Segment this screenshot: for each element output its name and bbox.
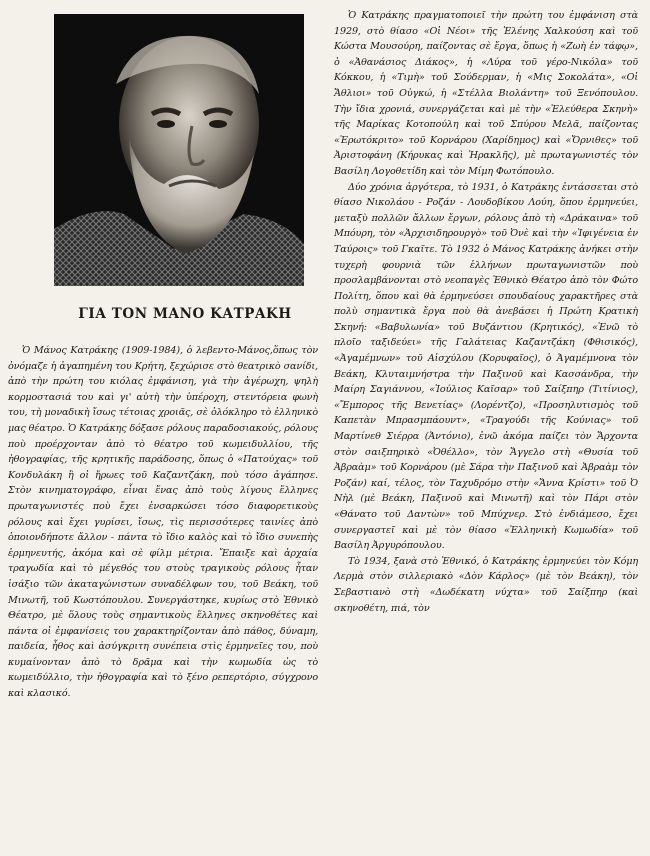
portrait-photo bbox=[54, 14, 304, 286]
paragraph: Ὁ Κατράκης πραγματοποιεῖ τὴν πρώτη του ἐμφάνιση στὰ 1929, στὸ θίασο «Οἱ Νέοι» τῆς Ἑλένης Χαλκούση καὶ τοῦ Κώστα Μουσούρη, παίζοντας σὲ ἔργα, ὅπως ἡ «Ζωὴ ἐν τάφῳ», ὁ «Ἀθανάσιος Διάκος», ἡ «Λύρα τοῦ γέρο-Νικόλα» τοῦ Κόκκου, ἡ «Τιμὴ» τοῦ Σούδερμαν, ἡ «Μις Σοκολάτα», «Οἱ Ἄθλιοι» τοῦ Οὐγκώ, ἡ «Στέλλα Βιολάντη» τοῦ Ξενόπουλου. Τὴν ἴδια χρονιά, συνεργάζεται καὶ μὲ τὴν «Ἐλεύθερα Σκηνὴ» τῆς Μαρίκας Κοτοπούλη καὶ τοῦ Σπύρου Μελᾶ, παίζοντας «Ἐρωτόκριτο» τοῦ Κορνάρου (Χαρίδημος) καὶ «Ὄρνιθες» τοῦ Ἀριστοφάνη (Κήρυκας καὶ Ἡρακλῆς), μὲ πρωταγωνιστές τὸν Βασίλη Λογοθετίδη καὶ τὸν Μίμη Φωτόπουλο. bbox=[334, 10, 638, 177]
portrait-image bbox=[54, 14, 304, 286]
left-body-text bbox=[8, 343, 318, 702]
article-title: ΓΙΑ ΤΟΝ ΜΑΝΟ ΚΑΤΡΑΚΗ bbox=[78, 306, 292, 322]
paragraph: Ὁ Μάνος Κατράκης (1909-1984), ὁ λεβεντο-Μάνος,ὅπως τὸν ὀνόμαζε ἡ ἀγαπημένη του Κρήτη, ξεχώρισε στὸ θεατρικὸ σανίδι, ἀπὸ τὴν πρώτη του κιόλας ἐμφάνιση, γιὰ τὴν ἀγέρωχη, ψηλὴ κορμοστασιά του καὶ γι' αὐτὴ τὴν ὑπέροχη, στεντόρεια φωνὴ του, τὴ μοναδικὴ ἴσως τέτοιας χροιᾶς, σὲ ὁλόκληρο τὸ ἑλληνικὸ μας θέατρο. Ὁ Κατράκης δόξασε ρόλους παραδοσιακούς, ρόλους ποὺ προέρχονταν ἀπὸ τὸ θέατρο τοῦ κωμειδυλλίου, τῆς ἠθογραφίας, τῆς κρητικῆς παράδοσης, ὅπως ὁ «Πατούχας» τοῦ Κονδυλάκη ἢ οἱ ἥρωες τοῦ Καζαντζάκη, ποὺ τόσο ἀγάπησε. Στὸν κινηματογράφο, εἶναι ἕνας ἀπὸ τοὺς λίγους ἕλληνες πρωταγωνιστές ποὺ ἔχει ἐνσαρκώσει τόσο διαφορετικοὺς ρόλους καὶ ἔχει γυρίσει, ἴσως, τὶς περισσότερες ταινίες ἀπὸ ὁποιονδήποτε ἄλλον - πάντα τὸ ἴδιο καλὸς καὶ τὸ ἴδιο συνεπὴς ἑρμηνευτής, ἀκόμα καὶ σὲ φίλμ μέτρια. Ἔπαιξε καὶ ἀρχαία τραγωδία καὶ τὸ μέγεθός του στοὺς τραγικοὺς ρόλους ἦταν ἰσάξιο τῶν ἀκαταγώνιστων συναδέλφων του, τοῦ Βεάκη, τοῦ Μινωτῆ, τοῦ Κωστόπουλου. Συνεργάστηκε, κυρίως στὸ Ἐθνικὸ Θέατρο, μὲ ὅλους τοὺς σημαντικοὺς ἕλληνες σκηνοθέτες καὶ πάντα οἱ ἐμφανίσεις του χαρακτηρίζονταν ἀπὸ πάθος, δύναμη, παιδεία, ἦθος καὶ ἀσύγκριτη συνέπεια στὶς ἑρμηνεῖες του, ποὺ κυμαίνονταν ἀπὸ τὸ δρᾶμα καὶ τὴν κωμωδία ὡς τὸ κωμειδύλλιο, τὴν ἠθογραφία καὶ τὸ ξένο ρεπερτόριο, σύγχρονο καὶ κλασικό. bbox=[8, 345, 318, 700]
paragraph: Δύο χρόνια ἀργότερα, τὸ 1931, ὁ Κατράκης ἐντάσσεται στὸ θίασο Νικολάου - Ροζάν - Λουδοβίκου Λούη, ὅπου ἑρμηνεύει, μεταξὺ πολλῶν ἄλλων ἔργων, ρόλους ἀπὸ τὴ «Δράκαινα» τοῦ Μπόυρη, τὸν «Ἀρχισιδηρουργὸ» τοῦ Ὀνὲ καὶ τὴν «Ἰφιγένεια ἐν Ταύροις» τοῦ Γκαῖτε. Τὸ 1932 ὁ Μάνος Κατράκης ἀνήκει στὴν τυχερὴ φουρνιὰ τῶν ἑλλήνων πρωταγωνιστῶν ποὺ προσλαμβάνονται στὸ νεοπαγὲς Ἐθνικὸ Θέατρο ἀπὸ τὸν Φώτο Πολίτη, ὅπου καὶ θὰ ἑρμηνεύσει σπουδαίους χαρακτῆρες στὰ πολὺ σημαντικὰ ἔργα ποὺ θὰ ἀνεβάσει ἡ Πρώτη Κρατικὴ Σκηνή: «Βαβυλωνία» τοῦ Βυζάντιου (Κρητικός), «Ἐνῶ τὸ πλοῖο ταξιδεύει» τῆς Γαλάτειας Καζαντζάκη (Φθισικός), «Ἀγαμέμνων» τοῦ Αἰσχύλου (Κορυφαῖος), ὁ Ἀγαμέμνονα τὸν Βεάκη, Κλυταιμνήστρα τὴν Παξινοῦ καὶ Κασσάνδρα, τὴν Μαίρη Σαγιάννου, «Ἰούλιος Καῖσαρ» τοῦ Σαίξπηρ (Τιτίνιος), «Ἔμπορος τῆς Βενετίας» (Λορέντζο), «Προσηλυτισμὸς τοῦ Καπετὰν Μπρασμπάουντ», «Τραγούδι τῆς Κούνιας» τοῦ Μαρτίνεθ Σιέρρα (Ἀντόνιο), ἐνῶ ἀκόμα παίζει τὸν Ἄρχοντα στὸν σαιξπηρικὸ «Ὀθέλλο», τὸν Ἄγγελο στὴ «Θυσία τοῦ Ἀβραὰμ» τοῦ Κορνάρου (μὲ Σάρα τὴν Παξινοῦ καὶ Ἀβραὰμ τὸν Ροζάν) καί, τέλος, τὸν Ταχυδρόμο στὴν «Ἄννα Κρίστι» τοῦ Ὀ Νὴλ (μὲ Βεάκη, Παξινοῦ καὶ Μινωτῆ) καὶ τὸν Πάρι στὸν «Θάνατο τοῦ Δαντὼν» τοῦ Μπύχνερ. Στὸ ἐνδιάμεσο, ἔχει συνεργαστεῖ καὶ μὲ τὸν θίασο «Ἑλληνικὴ Κωμωδία» τοῦ Βασίλη Ἀργυρόπουλου. bbox=[334, 181, 638, 552]
right-body-text bbox=[334, 8, 638, 616]
paragraph: Τὸ 1934, ξανὰ στὸ Ἐθνικό, ὁ Κατράκης ἑρμηνεύει τὸν Κόμη Λερμὰ στὸν σιλλεριακὸ «Δὸν Κάρλος» (μὲ τὸν Βεάκη), τὸν Σεβαστιανὸ στὴ «Δωδέκατη νύχτα» τοῦ Σαίξπηρ (καὶ σκηνοθέτη, πιά, τὸν bbox=[334, 555, 638, 614]
